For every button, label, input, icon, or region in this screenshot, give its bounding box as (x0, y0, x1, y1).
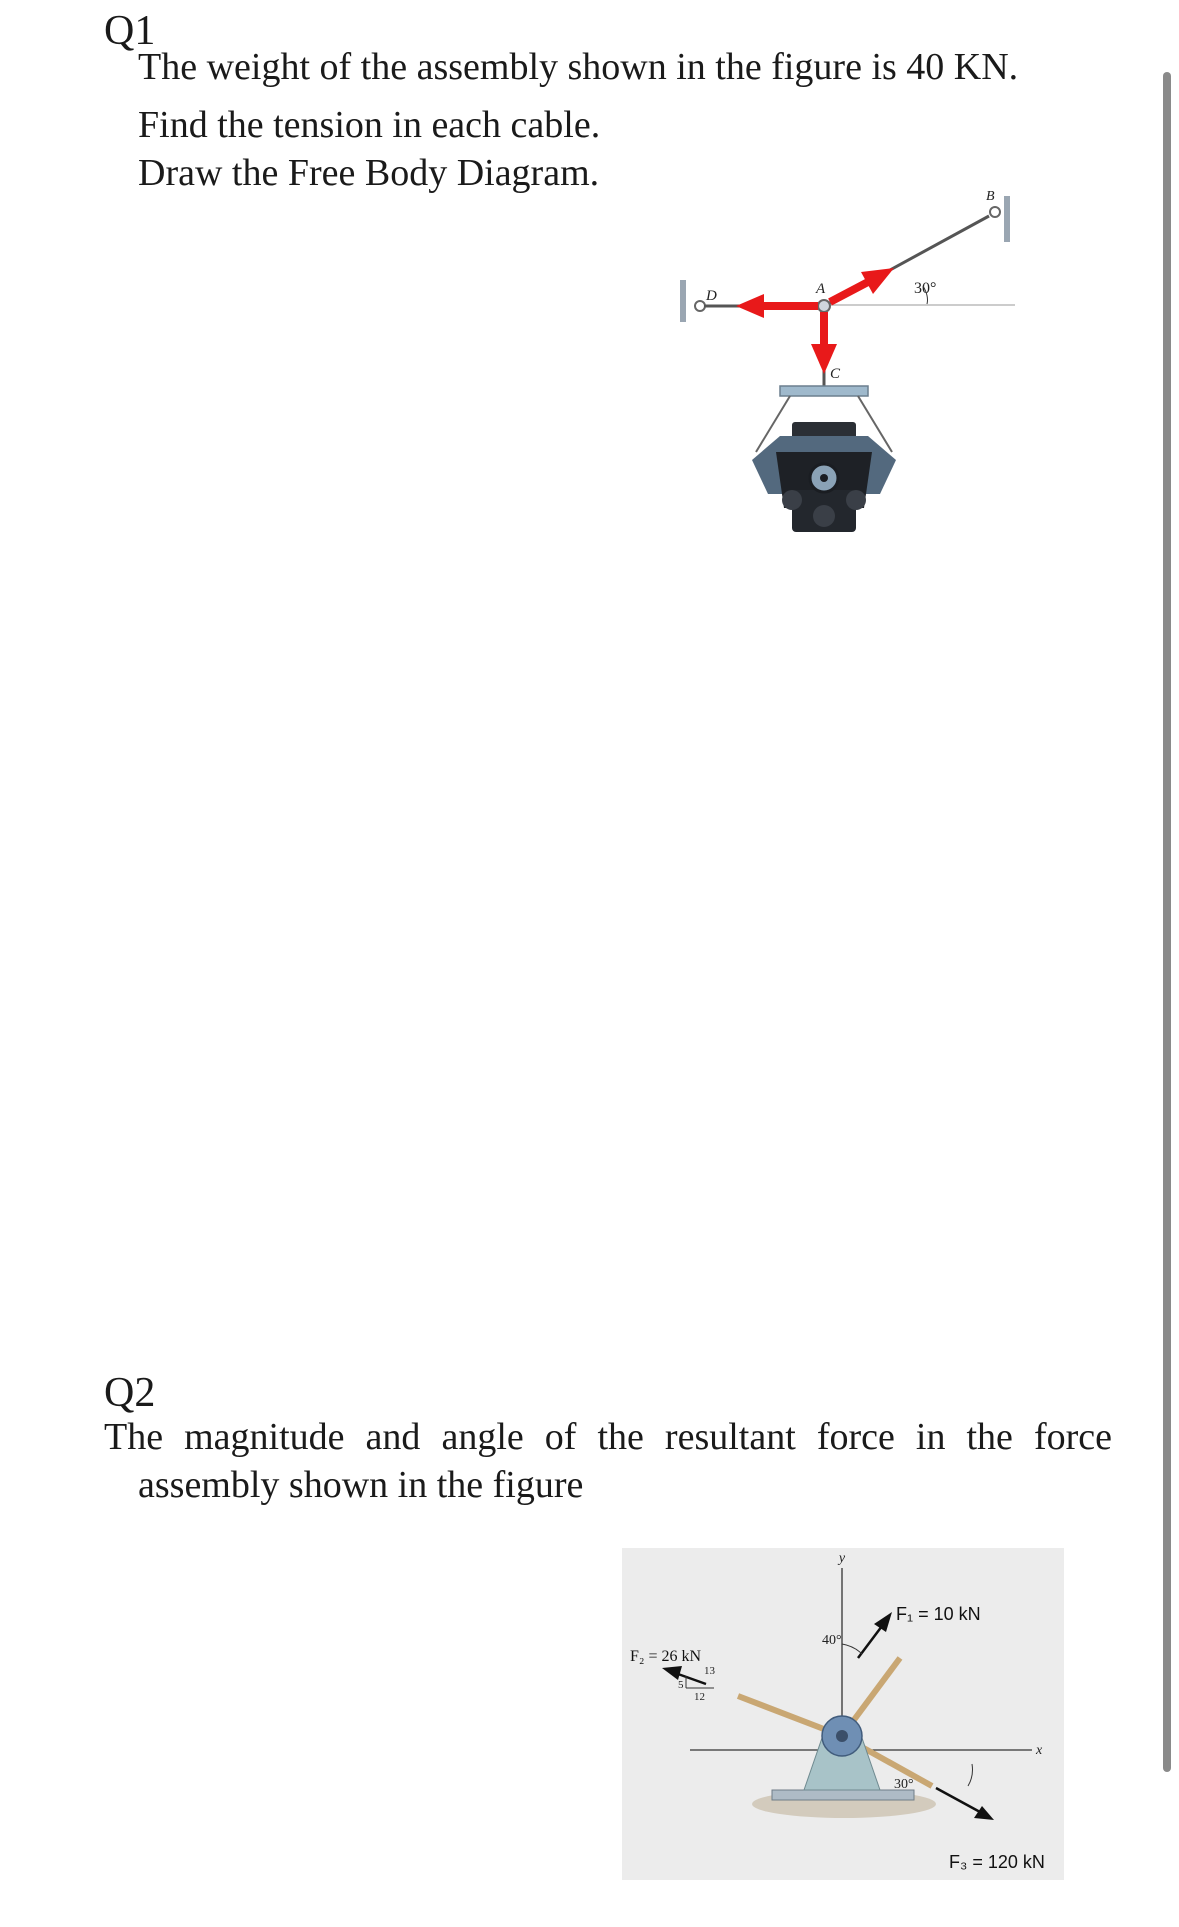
wall-bracket-b (1004, 196, 1010, 242)
f3-angle-label: 30° (894, 1777, 914, 1792)
ring-a (818, 300, 830, 312)
label-a: A (816, 281, 826, 297)
q2-force-figure (622, 1548, 1064, 1880)
label-d: D (706, 288, 717, 304)
slope-hyp: 13 (704, 1665, 715, 1677)
label-b: B (986, 190, 995, 204)
figure-background (622, 1548, 1064, 1880)
base-plate (772, 1790, 914, 1800)
question-2-label: Q2 (104, 1370, 156, 1416)
wall-bracket-d (680, 280, 686, 322)
question-2-line-2: assembly shown in the figure (138, 1464, 584, 1506)
pulley-d (695, 301, 705, 311)
question-1-label: Q1 (104, 8, 156, 54)
question-1-line-3: Draw the Free Body Diagram. (138, 152, 600, 194)
f1-angle-label: 40° (822, 1633, 842, 1648)
engine-icon (752, 422, 896, 532)
label-angle-30: 30° (914, 280, 937, 297)
f3-label: F₃ = 120 kN (949, 1852, 1045, 1872)
fbd-arrow-ab (830, 268, 894, 302)
x-axis-label: x (1036, 1743, 1043, 1758)
question-1-line-2: Find the tension in each cable. (138, 104, 601, 146)
slope-run: 12 (694, 1691, 705, 1703)
f2-label: F₂ = 26 kN (630, 1648, 702, 1665)
fbd-arrow-ad (736, 294, 818, 318)
pulley-b (990, 207, 1000, 217)
q1-cable-figure (680, 190, 1020, 560)
fbd-arrow-ac (811, 312, 837, 374)
spreader-bar (780, 386, 868, 396)
y-axis-label: y (838, 1551, 846, 1566)
question-1-line-1: The weight of the assembly shown in the figure is 40 KN. (138, 46, 1019, 88)
slope-rise: 5 (678, 1679, 684, 1691)
question-2-line-1: The magnitude and angle of the resultant force in the force (104, 1416, 1112, 1458)
f1-label: F₁ = 10 kN (896, 1604, 981, 1624)
eye-bolt-center (836, 1730, 848, 1742)
label-c: C (830, 366, 841, 382)
vertical-scrollbar[interactable] (1163, 72, 1171, 1772)
